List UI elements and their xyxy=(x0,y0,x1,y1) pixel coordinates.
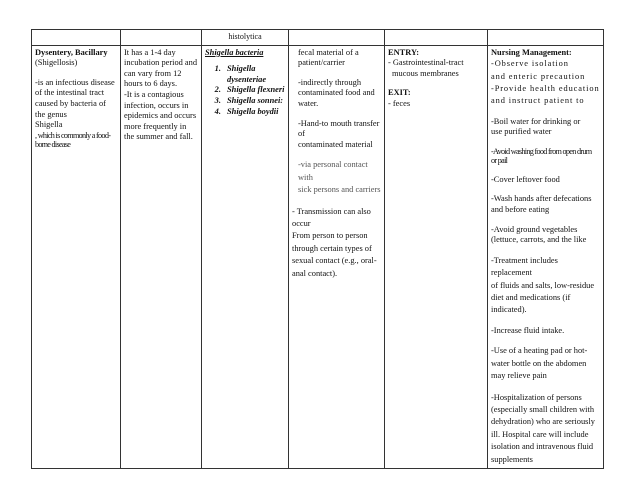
nursing-line: (especially small children with xyxy=(491,405,595,415)
nursing-line: dehydration) who are seriously xyxy=(491,417,595,427)
nursing-line: and instruct patient to xyxy=(491,96,585,106)
nursing-line: -Avoid washing food from open drum xyxy=(491,147,592,156)
disease-desc-3: caused by bacteria of xyxy=(35,98,106,108)
transmission-line: through certain types of xyxy=(292,243,372,253)
incubation-line: epidemics and occurs xyxy=(124,111,197,121)
nursing-line: -Use of a heating pad or hot- xyxy=(491,346,588,356)
nursing-line: isolation and intravenous fluid xyxy=(491,442,594,452)
incubation-line: -It is a contagious xyxy=(124,89,184,99)
nursing-line: -Avoid ground vegetables xyxy=(491,224,578,234)
nursing-line: indicated). xyxy=(491,305,527,315)
disease-table xyxy=(31,29,604,469)
transmission-line: From person to person xyxy=(292,231,368,241)
nursing-line: or pail xyxy=(491,156,508,166)
transmission-line: contaminated material xyxy=(298,139,373,149)
table-row-dysentery xyxy=(32,45,604,468)
nursing-line: -Treatment includes replacement xyxy=(491,255,558,278)
entry-item: - Gastrointestinal-tract xyxy=(388,58,464,68)
nursing-line: may relieve pain xyxy=(491,371,547,381)
nursing-line: (lettuce, carrots, and the like xyxy=(491,235,587,245)
transmission-line: -indirectly through xyxy=(298,77,362,87)
transmission-line: - Transmission can also xyxy=(292,206,371,216)
table-row-top xyxy=(32,30,604,46)
disease-desc-5: Shigella xyxy=(35,120,63,130)
cell-top-4 xyxy=(289,30,385,46)
transmission-line: sexual contact (e.g., oral- xyxy=(292,256,377,266)
transmission-cell xyxy=(289,45,385,468)
exit-label: EXIT: xyxy=(388,88,411,98)
disease-cell xyxy=(32,45,121,468)
agent-cell xyxy=(202,45,289,468)
entry-exit-cell xyxy=(385,45,488,468)
nursing-line: diet and medications (if xyxy=(491,293,571,302)
nursing-line: -Wash hands after defecations xyxy=(491,194,592,204)
cell-top-1 xyxy=(32,30,121,46)
transmission-line: sick persons and carriers xyxy=(298,185,381,195)
disease-note-1: , which is commonly a food- xyxy=(35,130,111,140)
transmission-line: anal contact). xyxy=(292,268,338,278)
incubation-cell xyxy=(121,45,202,468)
transmission-line: -via personal contact with xyxy=(298,160,368,182)
nursing-line: -Observe isolation xyxy=(491,59,569,69)
disease-desc-1: -is an infectious disease xyxy=(35,77,115,87)
disease-name: Dysentery, Bacillary xyxy=(35,47,108,57)
transmission-line: patient/carrier xyxy=(298,58,345,68)
disease-note-2: borne disease xyxy=(35,140,71,150)
disease-desc-4: the genus xyxy=(35,109,67,119)
species-item: 4. Shigella boydii xyxy=(223,107,285,118)
transmission-line: contaminated food and xyxy=(298,88,375,98)
transmission-line: occur xyxy=(292,218,311,228)
cell-top-5 xyxy=(385,30,488,46)
nursing-line: -Increase fluid intake. xyxy=(491,325,565,335)
nursing-heading: Nursing Management: xyxy=(491,47,572,57)
nursing-line: supplements xyxy=(491,454,533,464)
incubation-line: infection, occurs in xyxy=(124,100,189,110)
transmission-line: -Hand-to mouth transfer of xyxy=(298,118,380,139)
nursing-line: -Hospitalization of persons xyxy=(491,392,582,402)
nursing-line: -Boil water for drinking or xyxy=(491,116,581,126)
nursing-line: use purified water xyxy=(491,127,552,137)
nursing-cell xyxy=(488,45,604,468)
nursing-line: -Cover leftover food xyxy=(491,174,560,184)
species-list xyxy=(205,64,285,117)
entry-item: mucous membranes xyxy=(392,68,459,78)
nursing-line: ill. Hospital care will include xyxy=(491,429,589,439)
species-item: 2. Shigella flexneri xyxy=(223,85,285,96)
nursing-line: water bottle on the abdomen xyxy=(491,358,587,368)
disease-alt-name: (Shigellosis) xyxy=(35,58,78,68)
transmission-line: water. xyxy=(298,98,319,108)
species-item: 3. Shigella sonnei: xyxy=(223,96,285,107)
cell-top-6 xyxy=(488,30,604,46)
incubation-line: incubation period and xyxy=(124,58,198,68)
nursing-line: of fluids and salts, low-residue xyxy=(491,280,595,290)
entry-label: ENTRY: xyxy=(388,47,420,57)
histolytica-text: histolytica xyxy=(228,32,262,41)
incubation-line: can vary from 12 xyxy=(124,68,182,78)
nursing-line: -Provide health education xyxy=(491,84,600,93)
species-item: 1. Shigella dysenteriae xyxy=(223,64,285,85)
disease-desc-2: of the intestinal tract xyxy=(35,88,105,98)
incubation-line: hours to 6 days. xyxy=(124,79,178,89)
agent-heading: Shigella bacteria xyxy=(205,47,264,57)
transmission-line: fecal material of a xyxy=(298,47,359,57)
exit-item: - feces xyxy=(388,98,411,108)
cell-top-2 xyxy=(121,30,202,46)
incubation-line: the summer and fall. xyxy=(124,132,193,142)
cell-top-3 xyxy=(202,30,289,46)
nursing-line: and before eating xyxy=(491,205,550,214)
incubation-line: more frequently in xyxy=(124,121,187,131)
incubation-line: It has a 1-4 day xyxy=(124,47,176,57)
nursing-line: and enteric precaution xyxy=(491,71,586,81)
